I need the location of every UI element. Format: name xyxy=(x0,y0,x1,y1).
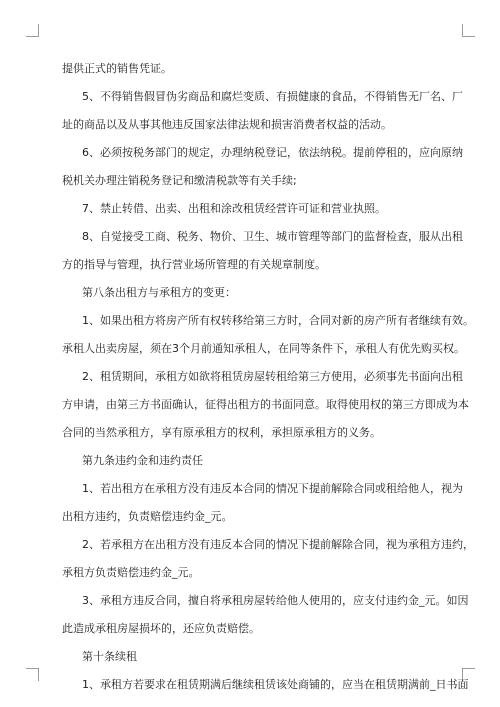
paragraph-line: 址的商品以及从事其他违反国家法律法规和损害消费者权益的活动。 xyxy=(62,118,392,131)
paragraph-line: 2、租赁期间，承租方如欲将租赁房屋转租给第三方使用，必须事先书面向出租 xyxy=(82,370,463,383)
paragraph-line: 税机关办理注销税务登记和缴清税款等有关手续; xyxy=(62,174,297,187)
section-heading: 第八条出租方与承租方的变更： xyxy=(82,286,236,299)
paragraph-line: 提供正式的销售凭证。 xyxy=(62,62,172,75)
paragraph-line: 6、必须按税务部门的规定，办理纳税登记，依法纳税。提前停租的，应向原纳 xyxy=(82,146,463,159)
paragraph-line: 3、承租方违反合同，擅自将承租房屋转给他人使用的，应支付违约金_元。如因 xyxy=(82,594,469,607)
paragraph-line: 1、承租方若要求在租赁期满后继续租赁该处商铺的，应当在租赁期满前_日书面 xyxy=(82,678,469,691)
paragraph-line: 承租方负责赔偿违约金_元。 xyxy=(62,566,200,579)
paragraph-line: 2、若承租方在出租方没有违反本合同的情况下提前解除合同，视为承租方违约， xyxy=(82,538,474,551)
paragraph-line: 承租人出卖房屋，须在3个月前通知承租人，在同等条件下，承租人有优先购买权。 xyxy=(62,342,465,355)
crop-mark-top-left xyxy=(26,24,39,37)
crop-mark-top-right xyxy=(462,24,475,37)
paragraph-line: 7、禁止转借、出卖、出租和涂改租赁经营许可证和营业执照。 xyxy=(82,202,386,215)
paragraph-line: 合同的当然承租方，享有原承租方的权利，承担原承租方的义务。 xyxy=(62,426,381,439)
paragraph-line: 此造成承租房屋损坏的，还应负责赔偿。 xyxy=(62,622,260,635)
paragraph-line: 方的指导与管理，执行营业场所管理的有关规章制度。 xyxy=(62,258,326,271)
crop-mark-bottom-left xyxy=(26,668,39,681)
paragraph-line: 方申请，由第三方书面确认，征得出租方的书面同意。取得使用权的第三方即成为本 xyxy=(62,398,469,411)
section-heading: 第九条违约金和违约责任 xyxy=(82,454,203,467)
paragraph-line: 1、若出租方在承租方没有违反本合同的情况下提前解除合同或租给他人，视为 xyxy=(82,482,463,495)
paragraph-line: 5、不得销售假冒伪劣商品和腐烂变质、有损健康的食品，不得销售无厂名、厂 xyxy=(82,90,463,103)
paragraph-line: 1、如果出租方将房产所有权转移给第三方时，合同对新的房产所有者继续有效。 xyxy=(82,314,474,327)
section-heading: 第十条续租 xyxy=(82,650,137,663)
paragraph-line: 8、自觉接受工商、税务、物价、卫生、城市管理等部门的监督检查，服从出租 xyxy=(82,230,463,243)
paragraph-line: 出租方违约，负责赔偿违约金_元。 xyxy=(62,510,233,523)
